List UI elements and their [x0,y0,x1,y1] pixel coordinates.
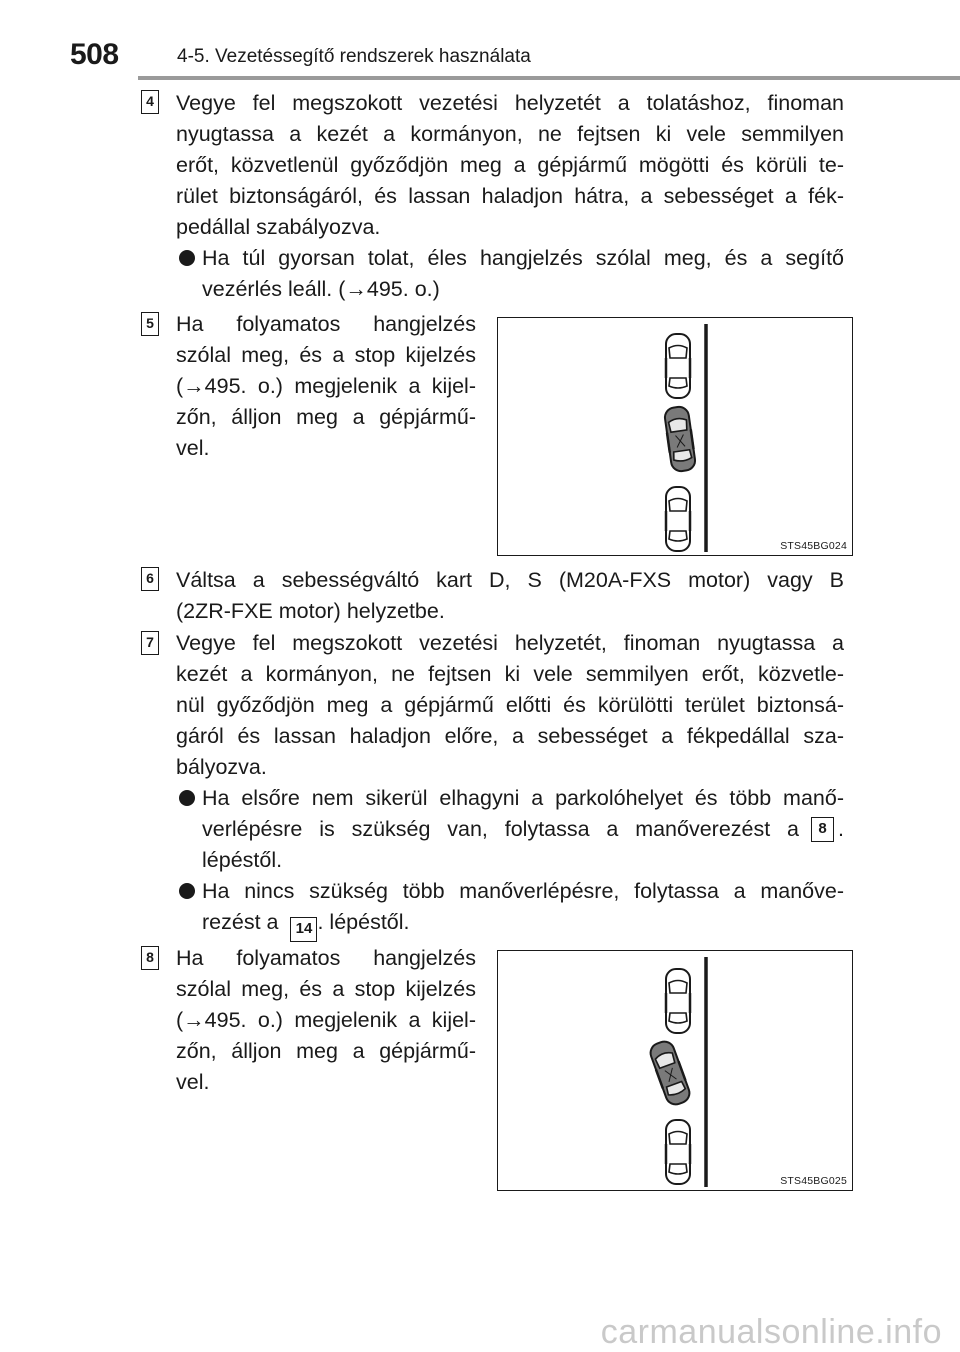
text-line: bályozva. [176,755,267,779]
watermark: carmanualsonline.info [600,1313,942,1351]
text-segment: . [838,817,844,841]
bullet-dot-icon [179,250,195,266]
bullet-dot-icon [179,883,195,899]
text-line: szólal meg, és a stop kijelzés [176,977,476,1001]
text-line: (→495. o.) megjelenik a kijel- [176,1008,476,1032]
step-number-7: 7 [141,631,159,655]
moving-car-icon [664,406,697,473]
parking-illustration [498,318,854,557]
step-number-5: 5 [141,312,159,336]
text-line: vel. [176,436,210,460]
text-line: vezérlés leáll. (→495. o.) [202,277,440,301]
parked-car-front-icon [666,334,690,398]
text-line: Ha túl gyorsan tolat, éles hangjelzés szólal meg, és a segítő [202,246,844,270]
text-line: erőt, közvetlenül győződjön meg a gépjármű mögötti és körüli te- [176,153,844,177]
text-line: nyugtassa a kezét a kormányon, ne fejtsen ki vele semmilyen [176,122,844,146]
text-line: Ha elsőre nem sikerül elhagyni a parkolóhelyet és több manő- [202,786,844,810]
parking-figure-1 [497,317,853,556]
text-line: Ha folyamatos hangjelzés [176,946,476,970]
step-8-text [176,943,476,1098]
text-line [202,814,844,845]
parking-figure-2 [497,950,853,1191]
step-reference-14: 14 [290,917,317,942]
parked-car-rear-icon [666,487,690,551]
parked-car-rear-icon [666,1120,690,1184]
text-line: gáról és lassan haladjon előre, a sebességet a fékpedállal sza- [176,724,844,748]
step-number-4: 4 [141,90,159,114]
text-line: Ha folyamatos hangjelzés [176,312,476,336]
text-line: (2ZR-FXE motor) helyzetbe. [176,599,445,623]
text-segment: verlépésre is szükség van, folytassa a manőverezést a [202,817,800,841]
section-title: 4-5. Vezetéssegítő rendszerek használata [177,46,531,67]
text-line: vel. [176,1070,210,1094]
header-rule [138,76,960,80]
parking-illustration [498,951,854,1192]
bullet-dot-icon [179,790,195,806]
text-line: (→495. o.) megjelenik a kijel- [176,374,476,398]
text-line: rület biztonságáról, és lassan haladjon hátra, a sebességet a fék- [176,184,844,208]
step-5-text [176,309,476,464]
step-7-text [176,628,844,783]
step-6-text [176,565,844,627]
text-line: szólal meg, és a stop kijelzés [176,343,476,367]
text-line: Vegye fel megszokott vezetési helyzetét a tolatáshoz, finoman [176,91,844,115]
text-segment: rezést a [202,910,279,934]
text-line: zőn, álljon meg a gépjármű- [176,1039,476,1063]
text-line [202,907,844,942]
text-line: Ha nincs szükség több manőverlépésre, folytassa a manőve- [202,879,844,903]
text-line: pedállal szabályozva. [176,215,381,239]
page-number: 508 [70,38,119,71]
step-4-text [176,88,844,243]
text-line: nül győződjön meg a gépjármű előtti és körülötti terület biztonsá- [176,693,844,717]
text-line: zőn, álljon meg a gépjármű- [176,405,476,429]
text-line: kezét a kormányon, ne fejtsen ki vele semmilyen erőt, közvetle- [176,662,844,686]
parked-car-front-icon [666,969,690,1033]
step-number-6: 6 [141,567,159,591]
text-line: lépéstől. [202,848,283,872]
step-number-8: 8 [141,946,159,970]
text-segment: . lépéstől. [317,910,410,934]
figure-code: STS45BG025 [780,1175,847,1187]
step-reference-8: 8 [811,817,834,842]
text-line: Váltsa a sebességváltó kart D, S (M20A-FXS motor) vagy B [176,568,844,592]
figure-code: STS45BG024 [780,540,847,552]
moving-car-icon [648,1039,692,1107]
text-line: Vegye fel megszokott vezetési helyzetét, finoman nyugtassa a [176,631,844,655]
